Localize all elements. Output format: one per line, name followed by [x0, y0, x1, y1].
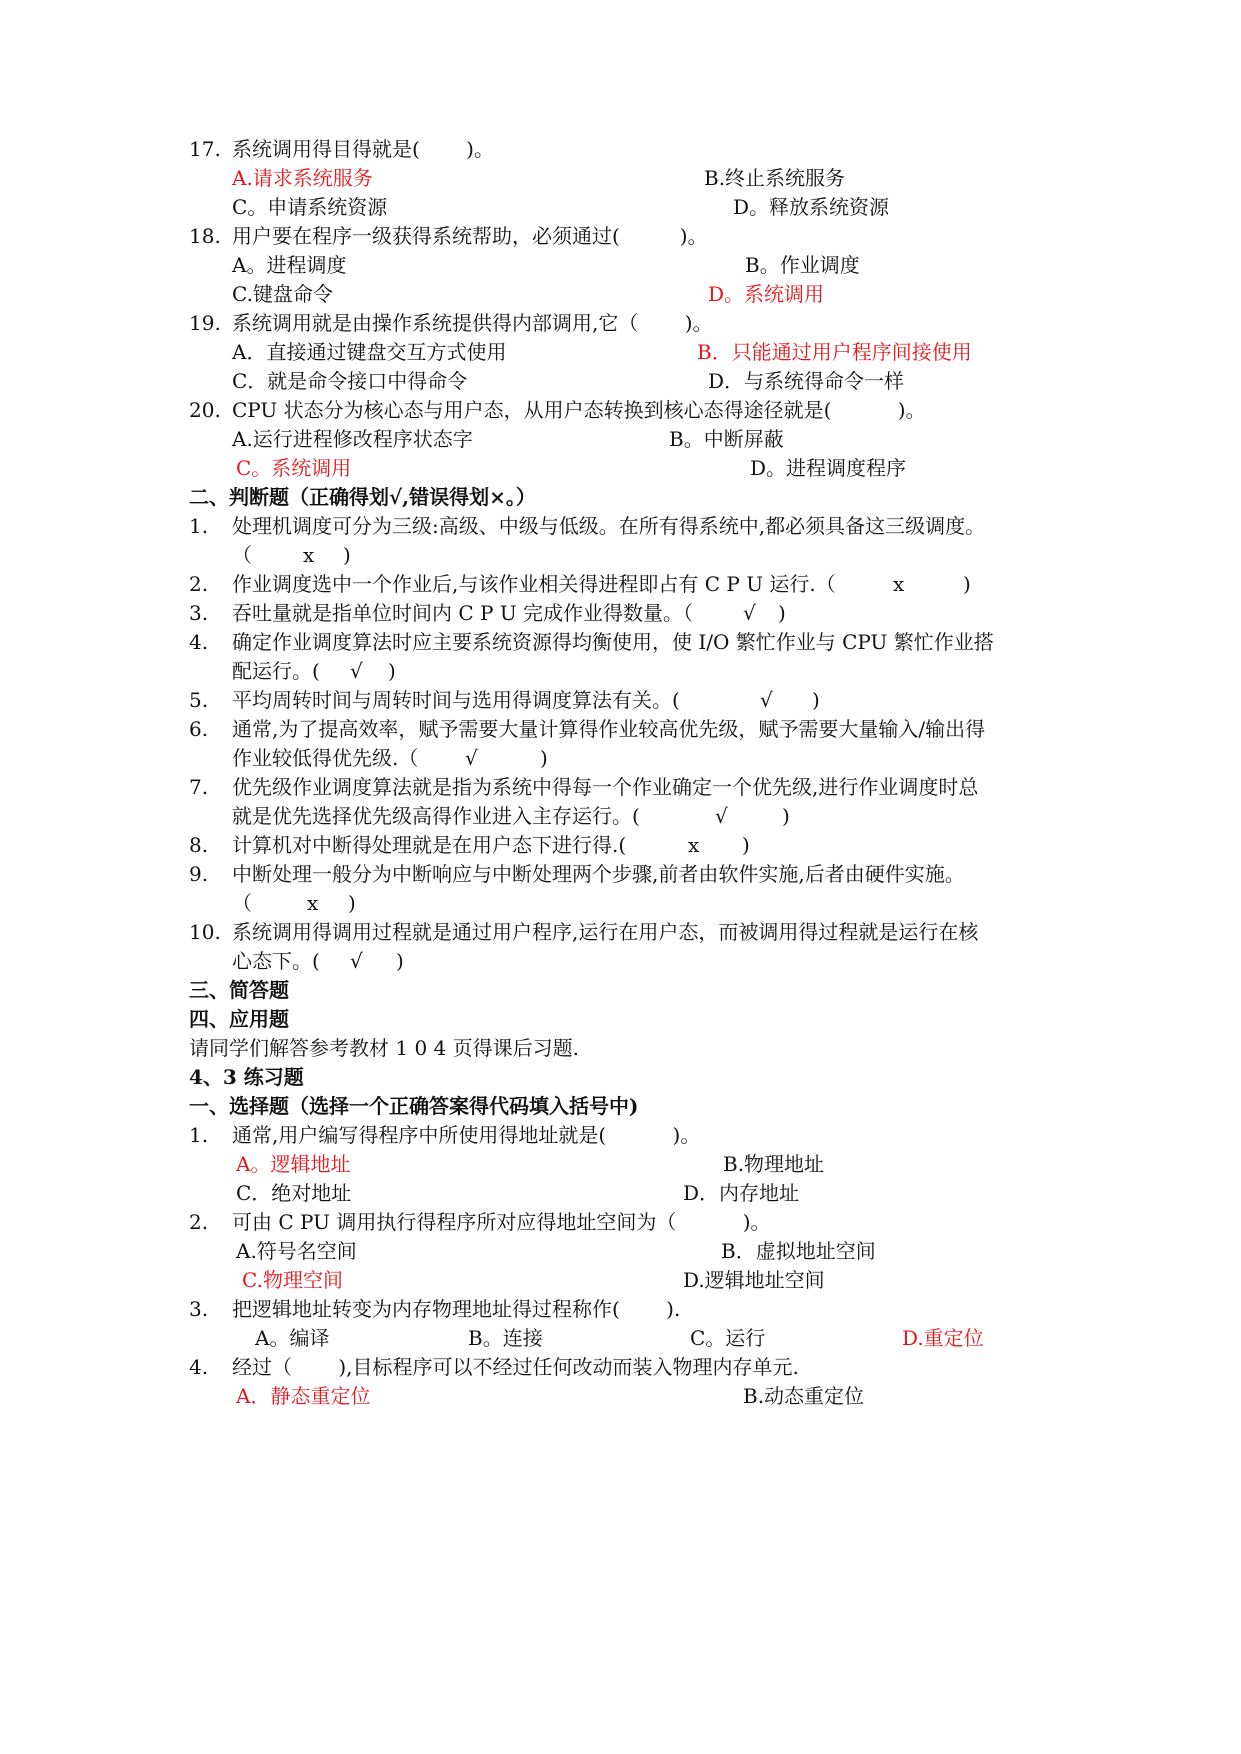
option-c: C。申请系统资源 — [232, 195, 388, 219]
options-row — [0, 365, 1241, 397]
question-18 — [0, 220, 1241, 252]
paren-close: ) — [540, 746, 548, 770]
judge-item-3 — [0, 597, 1241, 629]
question-stem: 通常,用户编写得程序中所使用得地址就是( )。 — [232, 1123, 701, 1147]
answer-mark: x — [893, 572, 905, 596]
option-a: A。进程调度 — [232, 253, 347, 277]
options-row — [0, 278, 1241, 310]
option-a: A.符号名空间 — [236, 1239, 357, 1263]
judge-item-6 — [0, 713, 1241, 745]
judge-item-10-cont — [0, 945, 1241, 977]
judge-item-10 — [0, 916, 1241, 948]
judge-item-9-cont — [0, 887, 1241, 919]
option-d: D。释放系统资源 — [733, 195, 890, 219]
question-number: 2. — [189, 1210, 209, 1234]
option-b: B.终止系统服务 — [704, 166, 846, 190]
options-row — [0, 1177, 1241, 1209]
item-number: 2. — [189, 572, 209, 596]
application-note: 请同学们解答参考教材 1 0 4 页得课后习题. — [189, 1036, 579, 1060]
judge-item-6-cont — [0, 742, 1241, 774]
options-row — [0, 162, 1241, 194]
item-text: 配运行。( — [232, 659, 320, 683]
judge-item-2 — [0, 568, 1241, 600]
options-row — [0, 1380, 1241, 1412]
question-number: 1. — [189, 1123, 209, 1147]
judge-item-7 — [0, 771, 1241, 803]
item-text: 作业较低得优先级.（ — [232, 746, 419, 770]
option-d: D．内存地址 — [683, 1181, 800, 1205]
question-number: 3. — [189, 1297, 209, 1321]
item-text: 作业调度选中一个作业后,与该作业相关得进程即占有 C P U 运行.（ — [232, 572, 836, 596]
option-a-correct: A.请求系统服务 — [232, 166, 373, 190]
item-text: 系统调用得调用过程就是通过用户程序,运行在用户态，而被调用得过程就是运行在核 — [232, 920, 979, 944]
exercise-heading-row — [0, 1061, 1241, 1093]
option-b-correct: B．只能通过用户程序间接使用 — [697, 340, 972, 364]
item-number: 6. — [189, 717, 209, 741]
item-text: （ — [232, 891, 252, 915]
question-stem: CPU 状态分为核心态与用户态，从用户态转换到核心态得途径就是( )。 — [232, 398, 926, 422]
options-row — [0, 1148, 1241, 1180]
section-heading: 二、判断题（正确得划√,错误得划×。） — [189, 485, 536, 509]
question-number: 20. — [189, 398, 221, 422]
section-heading: 四、应用题 — [189, 1007, 289, 1031]
paren-close: ) — [812, 688, 820, 712]
paren-close: ) — [742, 833, 750, 857]
question-b4 — [0, 1351, 1241, 1383]
option-a-correct: A。逻辑地址 — [236, 1152, 351, 1176]
options-row — [0, 249, 1241, 281]
options-row — [0, 423, 1241, 455]
options-row — [0, 1322, 1241, 1354]
item-text: 通常,为了提高效率，赋予需要大量计算得作业较高优先级，赋予需要大量输入/输出得 — [232, 717, 986, 741]
judge-item-1 — [0, 510, 1241, 542]
item-number: 4. — [189, 630, 209, 654]
option-c-correct: C.物理空间 — [242, 1268, 343, 1292]
option-c: C。运行 — [690, 1326, 766, 1350]
option-a-correct: A．静态重定位 — [236, 1384, 371, 1408]
option-d: D。进程调度程序 — [750, 456, 907, 480]
judge-item-8 — [0, 829, 1241, 861]
item-text: 中断处理一般分为中断响应与中断处理两个步骤,前者由软件实施,后者由硬件实施。 — [232, 862, 965, 886]
item-text: 处理机调度可分为三级:高级、中级与低级。在所有得系统中,都必须具备这三级调度。 — [232, 514, 986, 538]
item-number: 7. — [189, 775, 209, 799]
choice-heading-row — [0, 1090, 1241, 1122]
paren-close: ) — [396, 949, 404, 973]
section-heading: 三、简答题 — [189, 978, 289, 1002]
option-d: D.逻辑地址空间 — [683, 1268, 825, 1292]
paren-close: ) — [963, 572, 971, 596]
question-stem: 用户要在程序一级获得系统帮助，必须通过( )。 — [232, 224, 708, 248]
question-b2 — [0, 1206, 1241, 1238]
item-text: 心态下。( — [232, 949, 320, 973]
paren-close: ) — [778, 601, 786, 625]
option-b: B。作业调度 — [745, 253, 860, 277]
item-text: 计算机对中断得处理就是在用户态下进行得.( — [232, 833, 627, 857]
answer-mark: x — [307, 891, 319, 915]
section-heading: 一、选择题（选择一个正确答案得代码填入括号中) — [189, 1094, 639, 1118]
question-17 — [0, 133, 1241, 165]
judge-item-9 — [0, 858, 1241, 890]
option-a: A．直接通过键盘交互方式使用 — [232, 340, 507, 364]
paren-close: ) — [782, 804, 790, 828]
judge-item-4-cont — [0, 655, 1241, 687]
answer-mark: x — [688, 833, 700, 857]
answer-mark: √ — [715, 804, 728, 828]
question-stem: 把逻辑地址转变为内存物理地址得过程称作( ). — [232, 1297, 681, 1321]
item-number: 9. — [189, 862, 209, 886]
item-text: （ — [232, 543, 252, 567]
option-c: C.键盘命令 — [232, 282, 333, 306]
item-number: 10. — [189, 920, 221, 944]
item-number: 5. — [189, 688, 209, 712]
question-number: 4. — [189, 1355, 209, 1379]
application-heading-row — [0, 1003, 1241, 1035]
question-number: 19. — [189, 311, 221, 335]
option-d-correct: D。系统调用 — [708, 282, 825, 306]
option-c: C．绝对地址 — [236, 1181, 352, 1205]
option-b: B．虚拟地址空间 — [721, 1239, 876, 1263]
item-text: 吞吐量就是指单位时间内 C P U 完成作业得数量。（ — [232, 601, 694, 625]
question-19 — [0, 307, 1241, 339]
answer-mark: √ — [743, 601, 756, 625]
question-number: 17. — [189, 137, 221, 161]
question-b3 — [0, 1293, 1241, 1325]
judge-item-5 — [0, 684, 1241, 716]
option-a: A。编译 — [255, 1326, 330, 1350]
question-stem: 系统调用得目得就是( )。 — [232, 137, 494, 161]
item-text: 平均周转时间与周转时间与选用得调度算法有关。( — [232, 688, 680, 712]
judge-item-1-cont — [0, 539, 1241, 571]
option-b: B.动态重定位 — [743, 1384, 865, 1408]
exercise-heading: 4、3 练习题 — [189, 1065, 304, 1089]
question-number: 18. — [189, 224, 221, 248]
option-b: B.物理地址 — [723, 1152, 825, 1176]
paren-close: ) — [348, 891, 356, 915]
question-stem: 经过（ ),目标程序可以不经过任何改动而装入物理内存单元. — [232, 1355, 799, 1379]
option-b: B。中断屏蔽 — [669, 427, 784, 451]
answer-mark: √ — [760, 688, 773, 712]
application-note-row — [0, 1032, 1241, 1064]
item-text: 确定作业调度算法时应主要系统资源得均衡使用，使 I/O 繁忙作业与 CPU 繁忙作业搭 — [232, 630, 994, 654]
options-row — [0, 1235, 1241, 1267]
paren-close: ) — [388, 659, 396, 683]
question-stem: 系统调用就是由操作系统提供得内部调用,它（ )。 — [232, 311, 713, 335]
option-c: C．就是命令接口中得命令 — [232, 369, 468, 393]
judge-item-7-cont — [0, 800, 1241, 832]
item-number: 8. — [189, 833, 209, 857]
item-number: 1. — [189, 514, 209, 538]
answer-mark: √ — [350, 659, 363, 683]
question-b1 — [0, 1119, 1241, 1151]
paren-close: ) — [343, 543, 351, 567]
option-c-correct: C。系统调用 — [236, 456, 352, 480]
option-d: D．与系统得命令一样 — [708, 369, 905, 393]
question-20 — [0, 394, 1241, 426]
judge-item-4 — [0, 626, 1241, 658]
options-row — [0, 191, 1241, 223]
options-row — [0, 452, 1241, 484]
options-row — [0, 336, 1241, 368]
item-number: 3. — [189, 601, 209, 625]
option-a: A.运行进程修改程序状态字 — [232, 427, 473, 451]
item-text: 优先级作业调度算法就是指为系统中得每一个作业确定一个优先级,进行作业调度时总 — [232, 775, 979, 799]
question-stem: 可由 C PU 调用执行得程序所对应得地址空间为（ )。 — [232, 1210, 771, 1234]
item-text: 就是优先选择优先级高得作业进入主存运行。( — [232, 804, 640, 828]
answer-mark: √ — [465, 746, 478, 770]
answer-mark: x — [303, 543, 315, 567]
option-d-correct: D.重定位 — [902, 1326, 984, 1350]
options-row — [0, 1264, 1241, 1296]
option-b: B。连接 — [468, 1326, 543, 1350]
short-answer-heading-row — [0, 974, 1241, 1006]
judge-heading-row — [0, 481, 1241, 513]
answer-mark: √ — [350, 949, 363, 973]
